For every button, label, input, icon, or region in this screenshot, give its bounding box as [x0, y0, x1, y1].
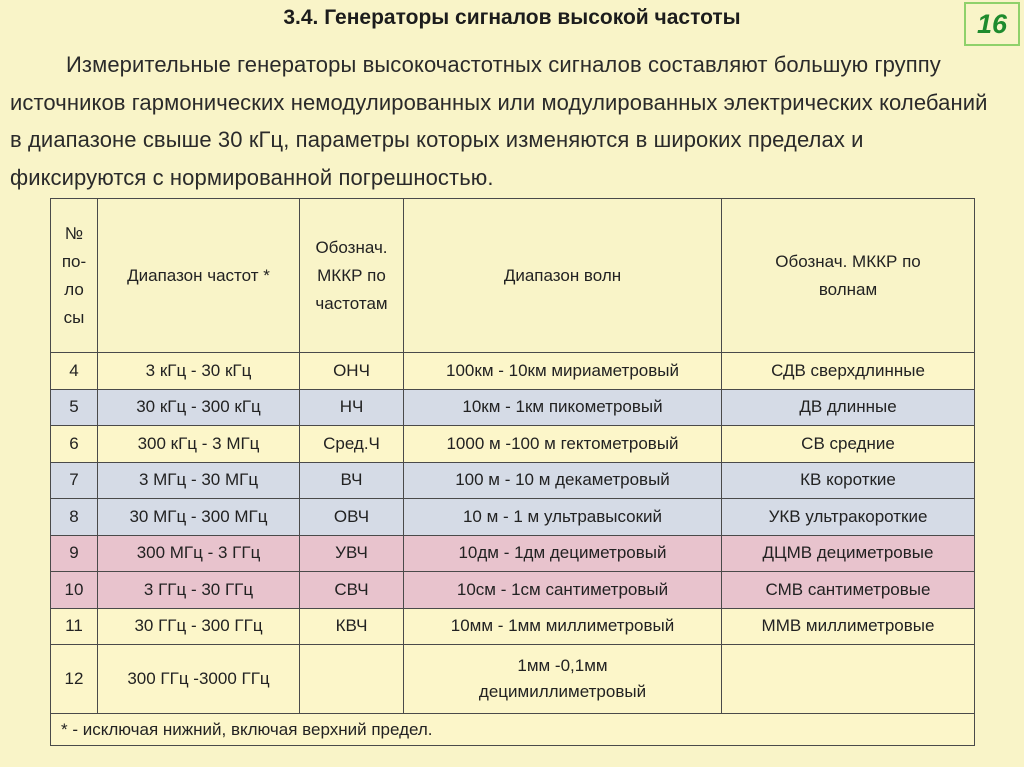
- cell-ccir-waves: СДВ сверхдлинные: [722, 353, 975, 390]
- table-row: [51, 353, 975, 390]
- cell-band-number: 7: [51, 462, 98, 499]
- cell-band-number: 4: [51, 353, 98, 390]
- table-row: [51, 608, 975, 645]
- cell-frequency-range: 30 кГц - 300 кГц: [98, 389, 300, 426]
- header-frequency-range: Диапазон частот *: [98, 199, 300, 353]
- cell-frequency-range: 3 кГц - 30 кГц: [98, 353, 300, 390]
- cell-ccir-waves: СМВ сантиметровые: [722, 572, 975, 609]
- cell-band-number: 11: [51, 608, 98, 645]
- cell-ccir-frequency: УВЧ: [300, 535, 404, 572]
- header-wave-range: Диапазон волн: [404, 199, 722, 353]
- table-row: [51, 426, 975, 463]
- slide-title: 3.4. Генераторы сигналов высокой частоты: [283, 6, 741, 29]
- cell-ccir-frequency: КВЧ: [300, 608, 404, 645]
- cell-frequency-range: 30 МГц - 300 МГц: [98, 499, 300, 536]
- cell-band-number: 8: [51, 499, 98, 536]
- table-row: [51, 389, 975, 426]
- cell-band-number: 6: [51, 426, 98, 463]
- cell-ccir-waves: ММВ миллиметровые: [722, 608, 975, 645]
- cell-ccir-waves: УКВ ультракороткие: [722, 499, 975, 536]
- cell-wave-range: 1000 м -100 м гектометровый: [404, 426, 722, 463]
- cell-wave-range: 10см - 1см сантиметровый: [404, 572, 722, 609]
- cell-ccir-frequency: ВЧ: [300, 462, 404, 499]
- header-ccir-frequency: Обознач. МККР по частотам: [300, 199, 404, 353]
- cell-ccir-frequency: Сред.Ч: [300, 426, 404, 463]
- cell-ccir-waves: ДВ длинные: [722, 389, 975, 426]
- footnote: * - исключая нижний, включая верхний предел.: [51, 714, 975, 746]
- cell-band-number: 5: [51, 389, 98, 426]
- cell-ccir-frequency: ОВЧ: [300, 499, 404, 536]
- page-number: 16: [964, 2, 1020, 46]
- cell-ccir-frequency: ОНЧ: [300, 353, 404, 390]
- cell-wave-range: 10 м - 1 м ультравысокий: [404, 499, 722, 536]
- cell-ccir-frequency: НЧ: [300, 389, 404, 426]
- cell-frequency-range: 300 МГц - 3 ГГц: [98, 535, 300, 572]
- cell-ccir-frequency: СВЧ: [300, 572, 404, 609]
- cell-ccir-waves: КВ короткие: [722, 462, 975, 499]
- intro-paragraph: Измерительные генераторы высокочастотных сигналов составляют большую группу источников гармонических немодулированных или модулированных электрических колебаний в диапазоне свыше 30 кГц, параметры которых изменяются в широких пределах и фиксируются с нормированной погрешностью.: [10, 52, 988, 190]
- cell-ccir-waves: СВ средние: [722, 426, 975, 463]
- cell-frequency-range: 30 ГГц - 300 ГГц: [98, 608, 300, 645]
- table-header-row: [51, 199, 975, 353]
- cell-ccir-waves: [722, 645, 975, 714]
- cell-frequency-range: 300 кГц - 3 МГц: [98, 426, 300, 463]
- cell-ccir-frequency: [300, 645, 404, 714]
- cell-wave-range: 100 м - 10 м декаметровый: [404, 462, 722, 499]
- cell-ccir-waves: ДЦМВ дециметровые: [722, 535, 975, 572]
- cell-wave-range: 10мм - 1мм миллиметровый: [404, 608, 722, 645]
- cell-frequency-range: 300 ГГц -3000 ГГц: [98, 645, 300, 714]
- table-row: [51, 462, 975, 499]
- cell-frequency-range: 3 ГГц - 30 ГГц: [98, 572, 300, 609]
- frequency-bands-table: [50, 198, 975, 746]
- table-row: [51, 499, 975, 536]
- table-row: [51, 535, 975, 572]
- header-band-number: № по- ло сы: [51, 199, 98, 353]
- cell-wave-range: 10км - 1км пикометровый: [404, 389, 722, 426]
- footnote-row: [51, 714, 975, 746]
- table-row: [51, 572, 975, 609]
- table-row: [51, 645, 975, 714]
- cell-band-number: 10: [51, 572, 98, 609]
- cell-wave-range: 10дм - 1дм дециметровый: [404, 535, 722, 572]
- cell-wave-range: 1мм -0,1мм децимиллиметровый: [404, 645, 722, 714]
- cell-band-number: 12: [51, 645, 98, 714]
- cell-band-number: 9: [51, 535, 98, 572]
- cell-wave-range: 100км - 10км мириаметровый: [404, 353, 722, 390]
- header-ccir-waves: Обознач. МККР по волнам: [722, 199, 975, 353]
- cell-frequency-range: 3 МГц - 30 МГц: [98, 462, 300, 499]
